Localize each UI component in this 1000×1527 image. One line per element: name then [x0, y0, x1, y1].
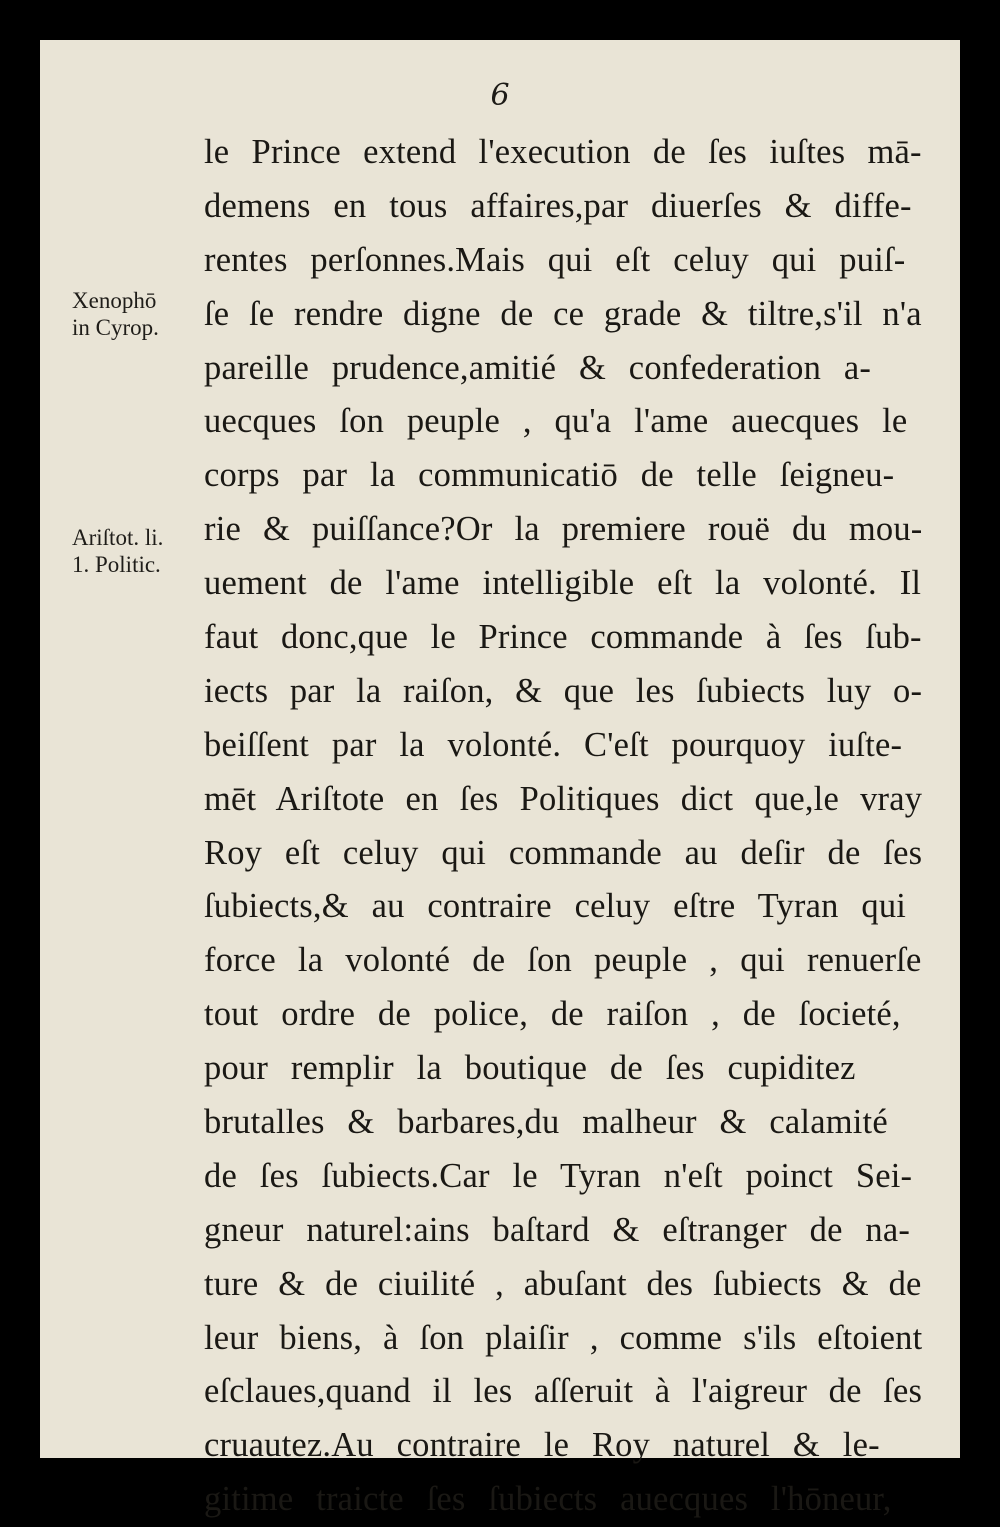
text-line: leur biens, à ſon plaiſir , comme s'ils eſtoient	[204, 1318, 923, 1357]
margin-note-line: 1. Politic.	[72, 552, 161, 577]
text-line: mēt Ariſtote en ſes Politiques dict que,le vray	[204, 779, 923, 818]
text-line: force la volonté de ſon peuple , qui renuerſe	[204, 941, 922, 980]
text-line: le Prince extend l'execution de ſes iuſtes mā-	[204, 133, 922, 171]
text-line: gneur naturel:ains baſtard & eſtranger de na-	[204, 1210, 911, 1249]
margin-note-xenophon	[72, 287, 210, 341]
margin-note-line: in Cyrop.	[72, 315, 159, 340]
text-line: pareille prudence,amitié & confederation a-	[204, 348, 872, 387]
margin-note-aristotle	[72, 524, 210, 578]
text-line: rentes perſonnes.Mais qui eſt celuy qui puiſ-	[204, 240, 906, 279]
text-line: beiſſent par la volonté. C'eſt pourquoy iuſte-	[204, 725, 903, 764]
text-line: gitime traicte ſes ſubiects auecques l'hōneur,	[204, 1480, 892, 1519]
text-line: Roy eſt celuy qui commande au deſir de ſes	[204, 833, 923, 872]
text-line: ſe ſe rendre digne de ce grade & tiltre,s'il n'a	[204, 294, 922, 333]
text-line: tout ordre de police, de raiſon , de ſocieté,	[204, 995, 901, 1034]
body-text	[204, 126, 964, 1527]
margin-note-line: Ariſtot. li.	[72, 525, 164, 550]
book-page	[40, 40, 960, 1519]
text-line: pour remplir la boutique de ſes cupiditez	[204, 1049, 856, 1088]
text-line: uecques ſon peuple , qu'a l'ame auecques le	[204, 402, 908, 441]
text-line: demens en tous affaires,par diuerſes & diffe-	[204, 186, 912, 225]
text-line: de ſes ſubiects.Car le Tyran n'eſt poinct Sei-	[204, 1156, 913, 1195]
text-line: rie & puiſſance?Or la premiere rouë du mou-	[204, 510, 923, 549]
text-line: iects par la raiſon, & que les ſubiects luy o-	[204, 671, 923, 710]
text-line: uement de l'ame intelligible eſt la volonté. Il	[204, 564, 922, 603]
text-line: eſclaues,quand il les aſſeruit à l'aigreur de ſes	[204, 1372, 923, 1411]
margin-note-line: Xenophō	[72, 288, 157, 313]
text-line: corps par la communicatiō de telle ſeigneu-	[204, 456, 895, 495]
text-line: ture & de ciuilité , abuſant des ſubiects & de	[204, 1264, 922, 1303]
text-line: cruautez.Au contraire le Roy naturel & le-	[204, 1426, 880, 1465]
text-line: faut donc,que le Prince commande à ſes ſub-	[204, 618, 922, 657]
page-number: 6	[490, 78, 510, 113]
text-line: brutalles & barbares,du malheur & calamité	[204, 1103, 888, 1142]
text-line: ſubiects,& au contraire celuy eſtre Tyran qui	[204, 887, 907, 926]
